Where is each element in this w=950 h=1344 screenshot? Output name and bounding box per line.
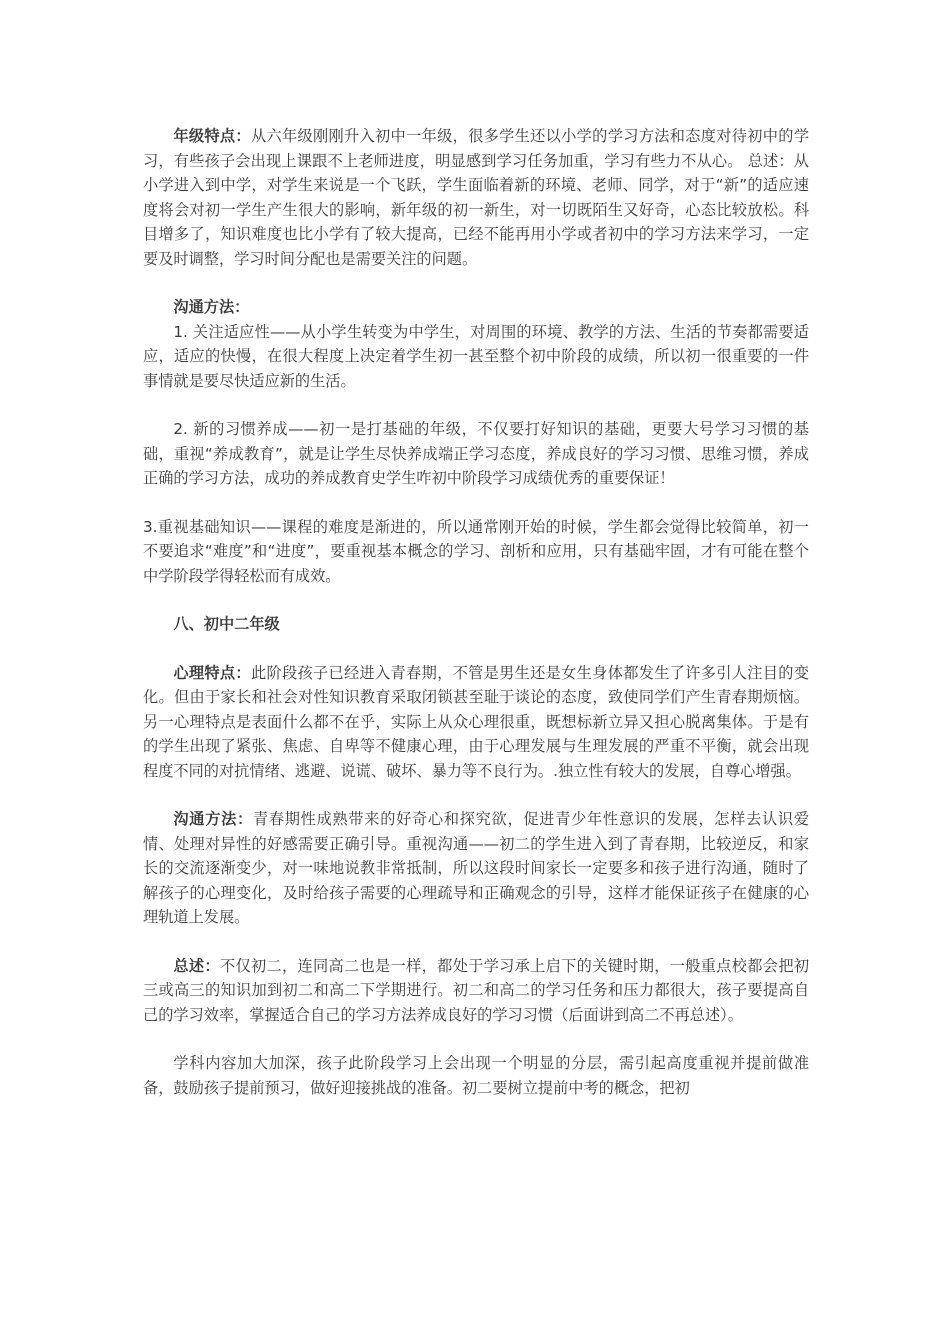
subject-paragraph: 学科内容加大加深，孩子此阶段学习上会出现一个明显的分层，需引起高度重视并提前做准备，鼓励孩子提前预习，做好迎接挑战的准备。初二要树立提前中考的概念，把初 <box>143 1054 809 1097</box>
grade-features-paragraph <box>143 124 809 271</box>
psych-features-paragraph <box>143 661 809 784</box>
psych-features-label: 心理特点： <box>173 663 251 682</box>
grade-features-text: 从六年级刚刚升入初中一年级，很多学生还以小学的学习方法和态度对待初中的学习，有些孩子会出现上课跟不上老师进度，明显感到学习任务加重，学习有些力不从心。 总述：从小学进入到中学，对学生来说是一个飞跃，学生面临着新的环境、老师、同学，对于“新”的适应速度将会对初一学生产生很大的影响，新年级的初一新生，对一切既陌生又好奇，心态比较放松。科目增多了，知识难度也比小学有了较大提高，已经不能再用小学或者初中的学习方法来学习，一定要及时调整，学习时间分配也是需要关注的问题。 <box>143 127 810 268</box>
grade-features-label: 年级特点： <box>173 127 251 145</box>
comm-method-item-1: 1. 关注适应性——从小学生转变为中学生，对周围的环境、教学的方法、生活的节奏都需要适应，适应的快慢，在很大程度上决定着学生初一甚至整个初中阶段的成绩，所以初一很重要的一件事情就是要尽快适应新的生活。 <box>143 322 809 390</box>
summary-label: 总述： <box>173 956 220 975</box>
grade2-comm-paragraph <box>143 807 809 930</box>
comm-method-item-3: 3.重视基础知识——课程的难度是渐进的，所以通常刚开始的时候，学生都会觉得比较简单，初一不要追求“难度”和“进度”，要重视基本概念的学习、剖析和应用，只有基础牢固，才有可能在整个中学阶段学得轻松而有成效。 <box>143 517 809 585</box>
comm-method-item-2: 2. 新的习惯养成——初一是打基础的年级，不仅要打好知识的基础，更要大号学习习惯的基础，重视“养成教育”，就是让学生尽快养成端正学习态度，养成良好的学习习惯、思维习惯，养成正确的学习方法，成功的养成教育史学生咋初中阶段学习成绩优秀的重要保证！ <box>143 420 809 487</box>
grade2-comm-label: 沟通方法： <box>173 810 253 828</box>
document-page <box>143 124 809 1124</box>
comm-methods-label: 沟通方法： <box>173 298 250 316</box>
summary-text: 不仅初二，连同高二也是一样，都处于学习承上启下的关键时期，一般重点校都会把初三或高三的知识加到初二和高二下学期进行。初二和高二的学习任务和压力都很大，孩子要提高自己的学习效率，掌握适合自己的学习方法养成良好的学习习惯（后面讲到高二不再总述）。 <box>143 956 810 1024</box>
section-heading: 八、初中二年级 <box>173 615 280 633</box>
summary-paragraph <box>143 954 809 1028</box>
psych-features-text: 此阶段孩子已经进入青春期，不管是男生还是女生身体都发生了许多引人注目的变化。但由于家长和社会对性知识教育采取闭锁甚至耻于谈论的态度，致使同学们产生青春期烦恼。另一心理特点是表面什么都不在乎，实际上从众心理很重，既想标新立异又担心脱离集体。于是有的学生出现了紧张、焦虑、自卑等不健康心理，由于心理发展与生理发展的严重不平衡，就会出现程度不同的对抗情绪、逃避、说谎、破坏、暴力等不良行为。.独立性有较大的发展，自尊心增强。 <box>143 663 810 780</box>
grade2-comm-text: 青春期性成熟带来的好奇心和探究欲，促进青少年性意识的发展，怎样去认识爱情、处理对异性的好感需要正确引导。重视沟通——初二的学生进入到了青春期，比较逆反，和家长的交流逐渐变少，对一味地说教非常抵制，所以这段时间家长一定要多和孩子进行沟通，随时了解孩子的心理变化，及时给孩子需要的心理疏导和正确观念的引导，这样才能保证孩子在健康的心理轨道上发展。 <box>143 810 810 926</box>
